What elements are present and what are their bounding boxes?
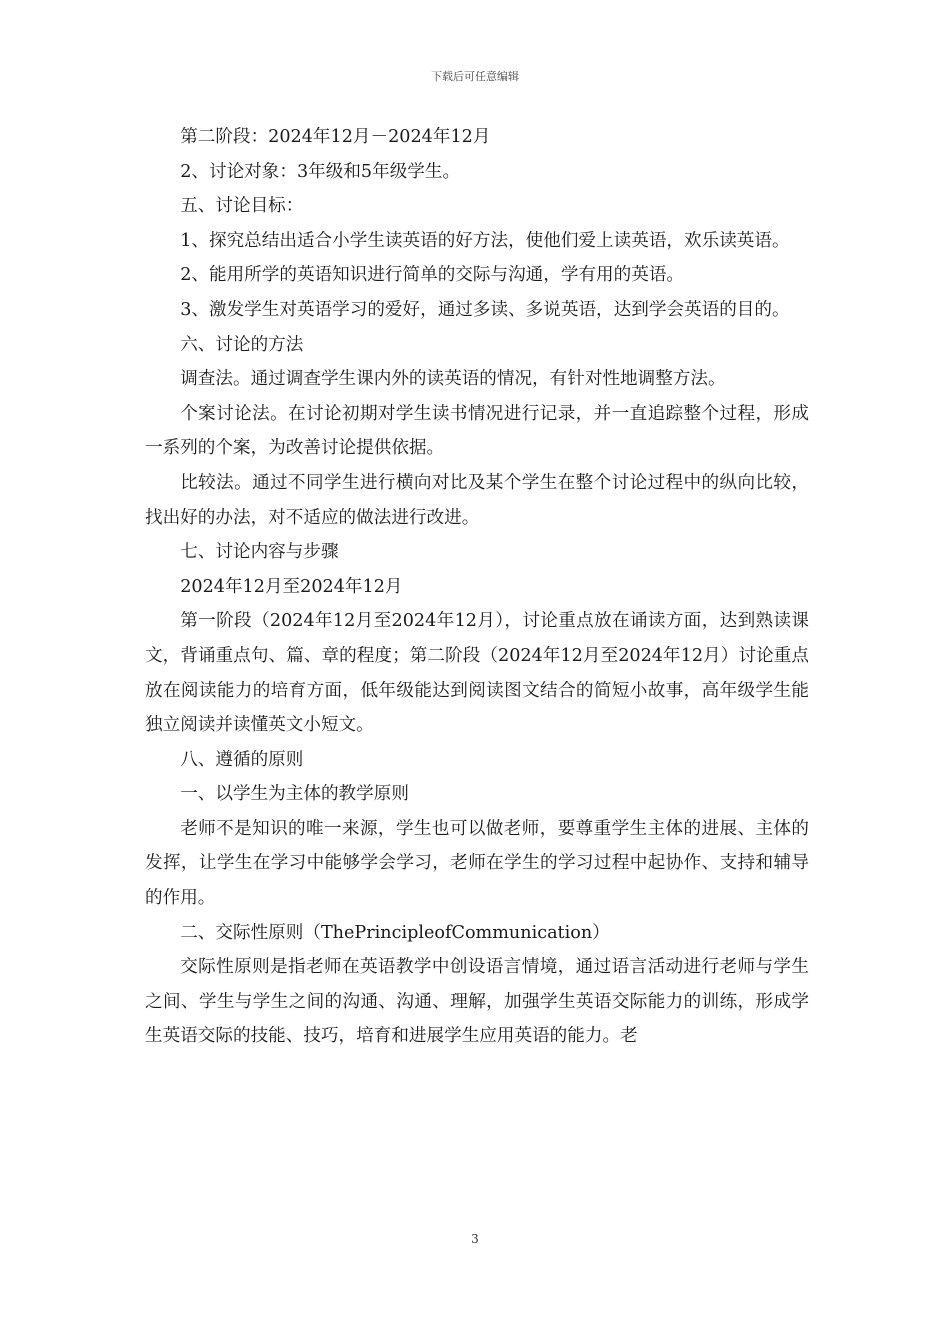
paragraph: 老师不是知识的唯一来源，学生也可以做老师，要尊重学生主体的进展、主体的发挥，让学生在学习中能够学会学习，老师在学生的学习过程中起协作、支持和辅导的作用。 xyxy=(145,818,809,909)
paragraph: 1、探究总结出适合小学生读英语的好方法，使他们爱上读英语，欢乐读英语。 xyxy=(180,230,790,251)
section-heading: 八、遵循的原则 xyxy=(180,749,304,770)
section-heading: 七、讨论内容与步骤 xyxy=(180,542,339,563)
paragraph: 交际性原则是指老师在英语教学中创设语言情境，通过语言活动进行老师与学生之间、学生与学生之间的沟通、沟通、理解，加强学生英语交际能力的训练，形成学生英语交际的技能、技巧，培育和进展学生应用英语的能力。老 xyxy=(145,957,809,1047)
paragraph: 第一阶段（2024年12月至2024年12月），讨论重点放在诵读方面，达到熟读课文，背诵重点句、篇、章的程度；第二阶段（2024年12月至2024年12月）讨论重点放在阅读能力的培育方面，低年级能达到阅读图文结合的简短小故事，高年级学生能独立阅读并读懂英文小短文。 xyxy=(145,611,809,736)
subsection-heading: 一、以学生为主体的教学原则 xyxy=(180,784,409,805)
paragraph: 调查法。通过调查学生课内外的读英语的情况，有针对性地调整方法。 xyxy=(180,369,726,390)
paragraph: 第二阶段：2024年12月－2024年12月 xyxy=(180,127,491,147)
paragraph: 2、讨论对象：3年级和5年级学生。 xyxy=(180,161,461,182)
paragraph: 2024年12月至2024年12月 xyxy=(180,576,403,597)
paragraph: 比较法。通过不同学生进行横向对比及某个学生在整个讨论过程中的纵向比较，找出好的办法，对不适应的做法进行改进。 xyxy=(145,472,809,528)
subsection-heading: 二、交际性原则（ThePrincipleofCommunication） xyxy=(180,922,610,943)
document-body xyxy=(145,120,809,1054)
paragraph: 2、能用所学的英语知识进行简单的交际与沟通，学有用的英语。 xyxy=(180,265,685,286)
section-heading: 六、讨论的方法 xyxy=(180,334,304,355)
paragraph: 3、激发学生对英语学习的爱好，通过多读、多说英语，达到学会英语的目的。 xyxy=(180,299,790,320)
paragraph: 个案讨论法。在讨论初期对学生读书情况进行记录，并一直追踪整个过程，形成一系列的个案，为改善讨论提供依据。 xyxy=(145,403,809,459)
page-header: 下载后可任意编辑 xyxy=(431,70,519,83)
section-heading: 五、讨论目标： xyxy=(180,196,304,217)
page-number: 3 xyxy=(471,1232,479,1246)
